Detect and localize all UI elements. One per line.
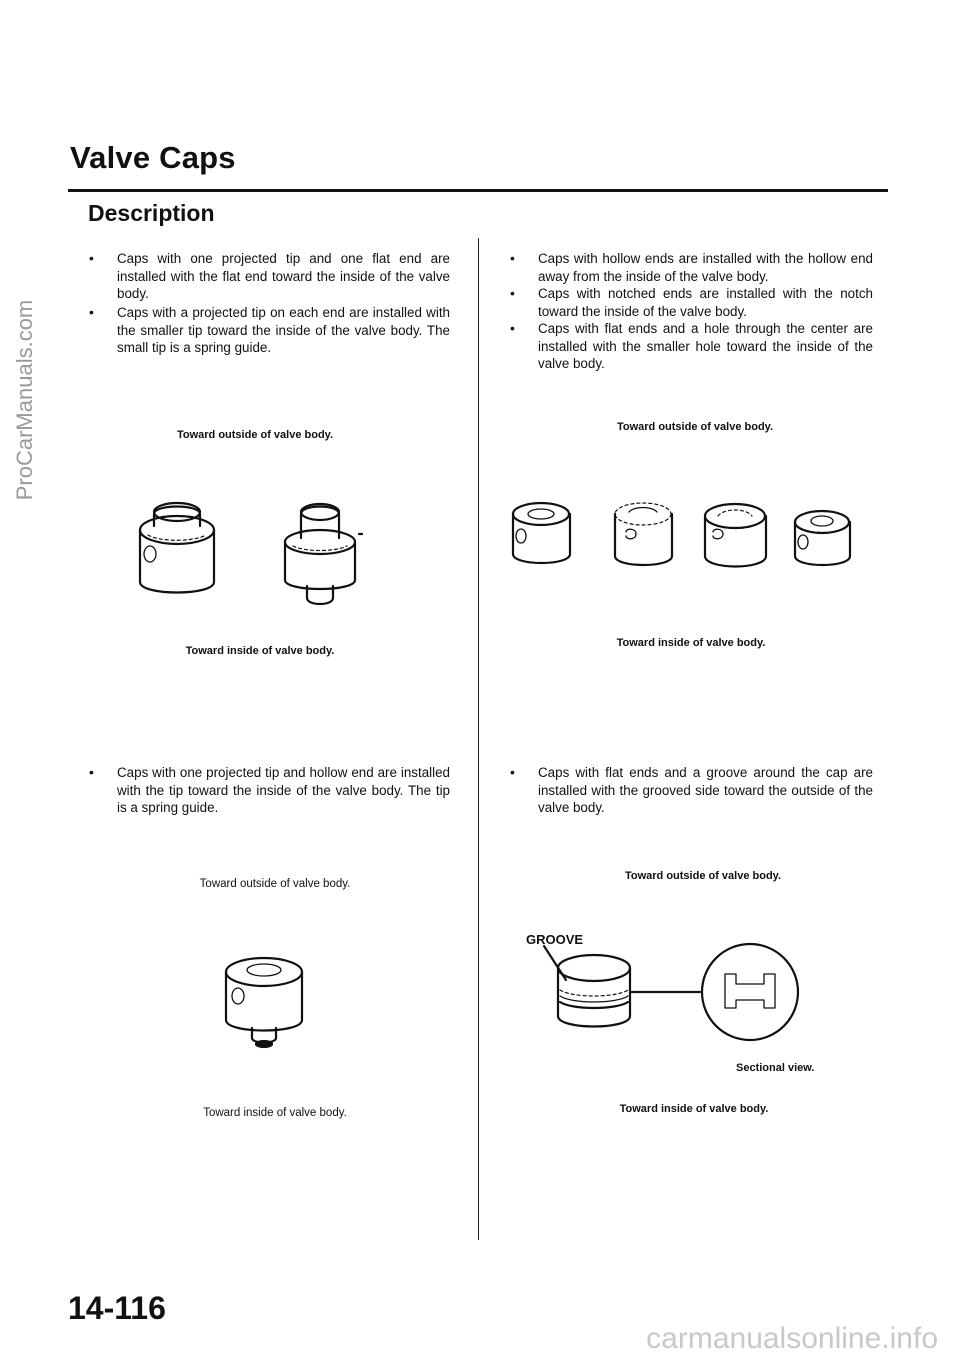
left-bullet-2-text: Caps with a projected tip on each end are installed with the smaller tip toward the inside of the valve body. The small tip is a spring guide.: [117, 305, 450, 355]
left-bullet-1-text: Caps with one projected tip and one flat end are installed with the flat end toward the inside of the valve body.: [117, 251, 450, 301]
side-watermark-text: ProCarManuals.com: [12, 299, 37, 501]
cap-flat-end-icon: [134, 490, 224, 605]
fig4-bottom-caption: Toward inside of valve body.: [619, 1103, 769, 1115]
right-bullet-3: [510, 320, 873, 373]
right-bullet-4: [510, 764, 873, 817]
column-divider: [478, 238, 479, 1240]
right-bullet-2-text: Caps with notched ends are installed with the notch toward the inside of the valve body.: [538, 286, 873, 319]
left-bullet-3: [89, 764, 450, 817]
right-bullet-3-text: Caps with flat ends and a hole through the center are installed with the smaller hole toward the inside of the valve body.: [538, 321, 873, 371]
fig4-top-caption: Toward outside of valve body.: [624, 870, 782, 882]
cap-notched-end-icon: [612, 494, 678, 576]
bullet-dot: •: [89, 304, 94, 320]
cap-hollow-end-icon: [510, 494, 576, 574]
cap-double-tip-icon: [283, 494, 373, 619]
bullet-dot: •: [510, 285, 515, 301]
section-heading: Description: [88, 200, 215, 226]
bullet-dot: •: [510, 764, 515, 780]
cap-tip-hollow-icon: [222, 940, 312, 1055]
groove-label: GROOVE: [526, 932, 584, 947]
cap-notched-end-alt-icon: [702, 494, 772, 578]
fig1-top-caption: Toward outside of valve body.: [176, 429, 334, 441]
right-bullet-4-text: Caps with flat ends and a groove around the cap are installed with the grooved side toward the outside of the valve body.: [538, 765, 873, 815]
left-bullet-2: [89, 304, 450, 357]
fig2-bottom-caption: Toward inside of valve body.: [203, 1107, 347, 1119]
page-number: 14-116: [68, 1290, 166, 1326]
cap-grooved-icon: [540, 944, 850, 1062]
bullet-dot: •: [510, 320, 515, 336]
left-bullet-3-text: Caps with one projected tip and hollow end are installed with the tip toward the inside of the valve body. The tip is a spring guide.: [117, 765, 450, 815]
side-watermark: [8, 120, 42, 680]
page-title: Valve Caps: [70, 140, 236, 175]
right-bullet-1-text: Caps with hollow ends are installed with the hollow end away from the inside of the valve body.: [538, 251, 873, 284]
fig3-bottom-caption: Toward inside of valve body.: [616, 637, 766, 649]
cap-flat-hole-icon: [792, 500, 856, 576]
right-bullet-1: [510, 250, 873, 285]
bullet-dot: •: [510, 250, 515, 266]
bullet-dot: •: [89, 250, 94, 266]
sectional-view-label: Sectional view.: [736, 1062, 815, 1074]
right-bullet-2: [510, 285, 873, 320]
fig3-top-caption: Toward outside of valve body.: [616, 421, 774, 433]
footer-watermark: carmanualsonline.info: [646, 1322, 938, 1355]
bullet-dot: •: [89, 764, 94, 780]
title-rule: [68, 189, 888, 192]
fig1-bottom-caption: Toward inside of valve body.: [185, 645, 335, 657]
fig2-top-caption: Toward outside of valve body.: [199, 878, 351, 890]
left-bullet-1: [89, 250, 450, 303]
